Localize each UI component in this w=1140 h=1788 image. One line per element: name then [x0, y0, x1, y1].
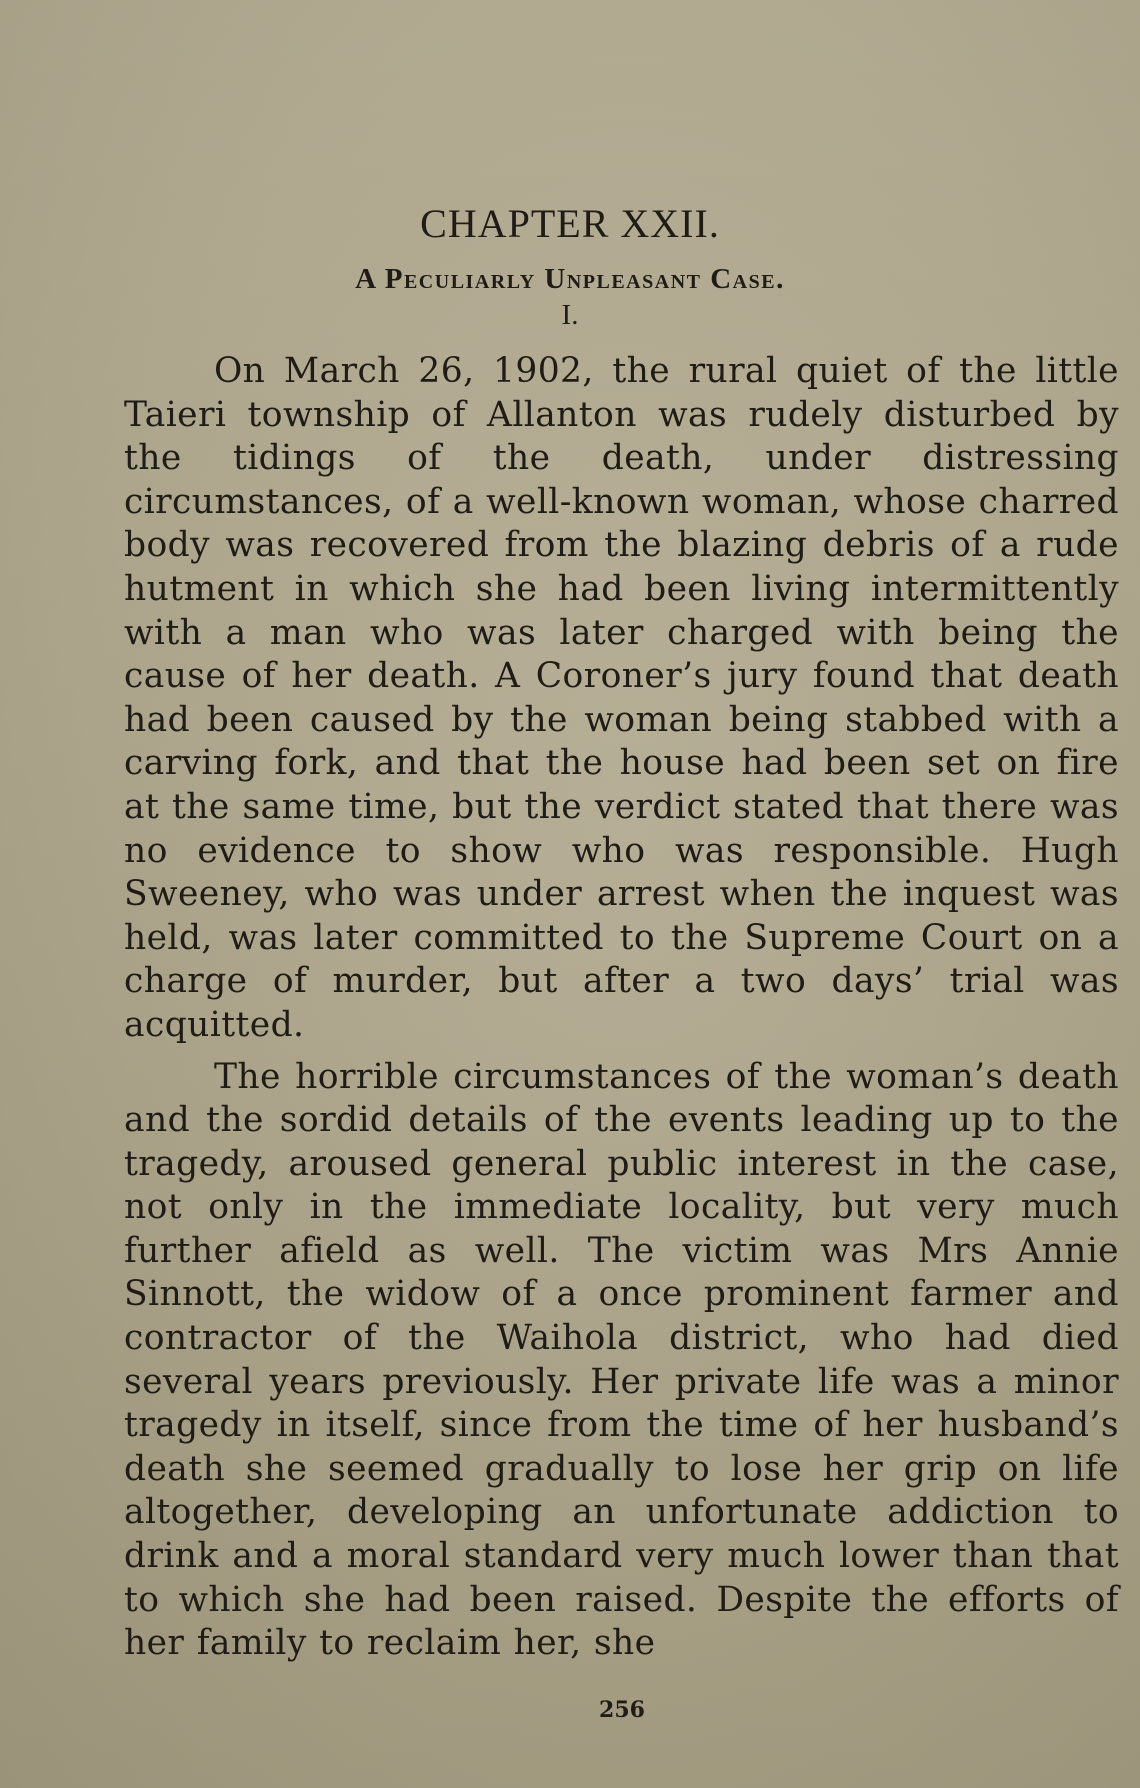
paragraph-2: The horrible circumstances of the woman’s death and the sordid details of the events leading up to the tragedy, aroused general public interest in the case, not only in the immediate locality, but very much further afield as well. The victim was Mrs Annie Sinnott, the widow of a once prominent farmer and contractor of the Waihola district, who had died several years previously. Her private life was a minor tragedy in itself, since from the time of her husband’s death she seemed gradually to lose her grip on life altogether, developing an unfortunate addiction to drink and a moral standard very much lower than that to which she had been raised. Despite the efforts of her family to reclaim her, she	[124, 1056, 1119, 1664]
paragraph-1: On March 26, 1902, the rural quiet of the little Taieri township of Allanton was rudely disturbed by the tidings of the death, under distressing circumstances, of a well-known woman, whose charred body was recovered from the blazing debris of a rude hutment in which she had been living intermittently with a man who was later charged with being the cause of her death. A Coroner’s jury found that death had been caused by the woman being stabbed with a carving fork, and that the house had been set on fire at the same time, but the verdict stated that there was no evidence to show who was responsible. Hugh Sweeney, who was under arrest when the inquest was held, was later committed to the Supreme Court on a charge of murder, but after a two days’ trial was acquitted.	[124, 351, 1119, 1045]
chapter-title: CHAPTER XXII.	[420, 201, 720, 246]
section-numeral: I.	[561, 299, 579, 331]
page-number: 256	[599, 1697, 645, 1723]
chapter-subtitle: A Peculiarly Unpleasant Case.	[355, 263, 785, 295]
body-text	[124, 350, 1119, 1666]
